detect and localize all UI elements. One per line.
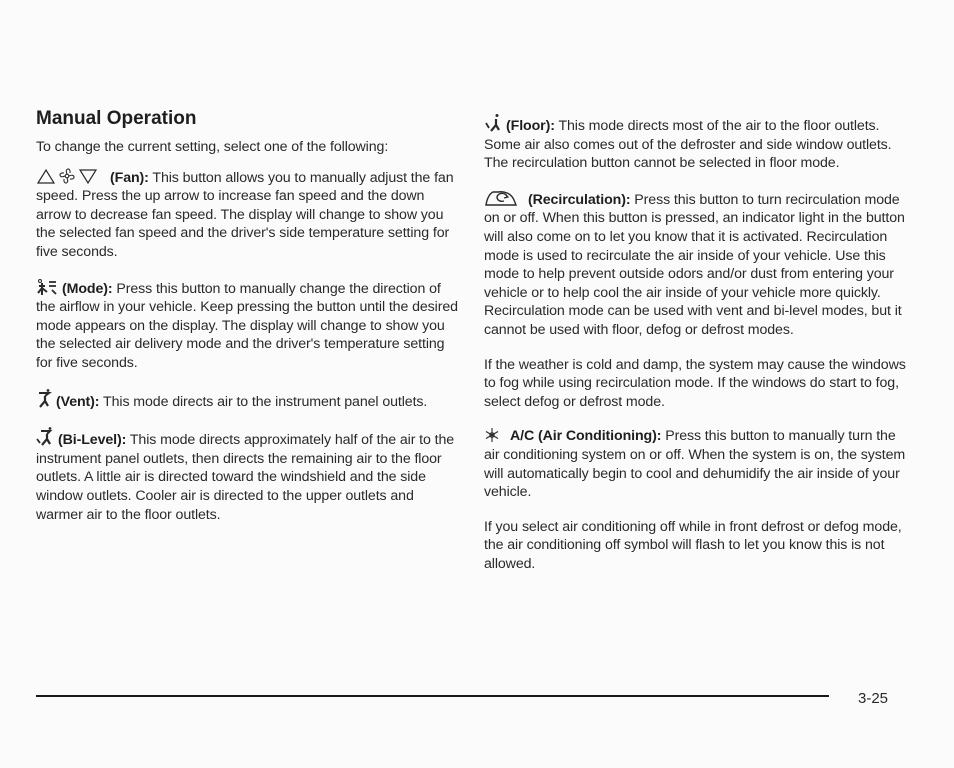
left-column [36, 108, 461, 540]
recirculation-note: If the weather is cold and damp, the system may cause the windows to fog while using recirculation mode. If the windows do start to fog, select defog or defrost mode. [484, 356, 906, 410]
bilevel-term: (Bi-Level): [58, 432, 127, 449]
bilevel-mode-icon [36, 427, 54, 447]
section-heading: Manual Operation [36, 108, 197, 129]
right-column [484, 113, 914, 589]
recirculation-icon [484, 189, 518, 207]
recirculation-term: (Recirculation): [528, 191, 631, 208]
vent-term: (Vent): [56, 393, 100, 410]
ac-paragraph [484, 427, 914, 501]
recirculation-text: Press this button to turn recirculation mode on or off. When this button is pressed, an indicator light in the button will also come on to let you know that it is activated. Recirculation mode is used to recirculate the air inside of your vehicle. Use this mode to help prevent outside odors and/or dust from entering your vehicle or to help cool the air inside of your vehicle more quickly. Recirculation mode can be used with vent and bi-level modes, but it cannot be used with floor, defog or defrost modes. [484, 191, 905, 338]
ac-text: Press this button to manually turn the air conditioning system on or off. When the system is on, the system will automatically begin to cool and dehumidify the air inside of your vehicle. [484, 428, 906, 501]
ac-term: A/C (Air Conditioning): [510, 428, 662, 445]
page-number: 3-25 [858, 690, 889, 707]
fan-term: (Fan): [110, 169, 149, 186]
fan-up-down-icon [36, 167, 106, 185]
mode-paragraph [36, 278, 461, 373]
intro-paragraph: To change the current setting, select one of the following: [36, 139, 389, 155]
vent-text: This mode directs air to the instrument panel outlets. [103, 393, 428, 410]
vent-mode-icon [36, 389, 52, 409]
vent-paragraph [36, 389, 461, 412]
mode-term: (Mode): [62, 280, 113, 297]
bilevel-text: This mode directs approximately half of the air to the instrument panel outlets, then directs the remaining air to the floor outlets. A little air is directed toward the windshield and the side window outlets. Cooler air is directed to the upper outlets and warmer air to the floor outlets. [36, 432, 455, 523]
snowflake-icon [484, 427, 500, 443]
bilevel-paragraph [36, 427, 461, 524]
ac-note: If you select air conditioning off while in front defrost or defog mode, the air conditioning off symbol will flash to let you know this is not allowed. [484, 518, 902, 572]
fan-paragraph [36, 167, 461, 262]
fan-text: This button allows you to manually adjust the fan speed. Press the up arrow to increase fan speed and the down arrow to decrease fan speed. The display will change to show you the selected fan speed and the driver's side temperature setting for five seconds. [36, 169, 454, 260]
mode-text: Press this button to manually change the direction of the airflow in your vehicle. Keep pressing the button until the desired mode appears on the display. The display will change to show you the selected air delivery mode and the driver's temperature setting for five seconds. [36, 280, 458, 371]
footer-rule [36, 695, 829, 697]
mode-icon [36, 278, 58, 296]
floor-term: (Floor): [506, 118, 555, 134]
floor-paragraph [484, 113, 914, 173]
recirculation-paragraph [484, 189, 914, 340]
floor-text: This mode directs most of the air to the floor outlets. Some air also comes out of the defroster and side window outlets. The recirculation button cannot be selected in floor mode. [484, 118, 892, 172]
floor-mode-icon [484, 113, 502, 133]
